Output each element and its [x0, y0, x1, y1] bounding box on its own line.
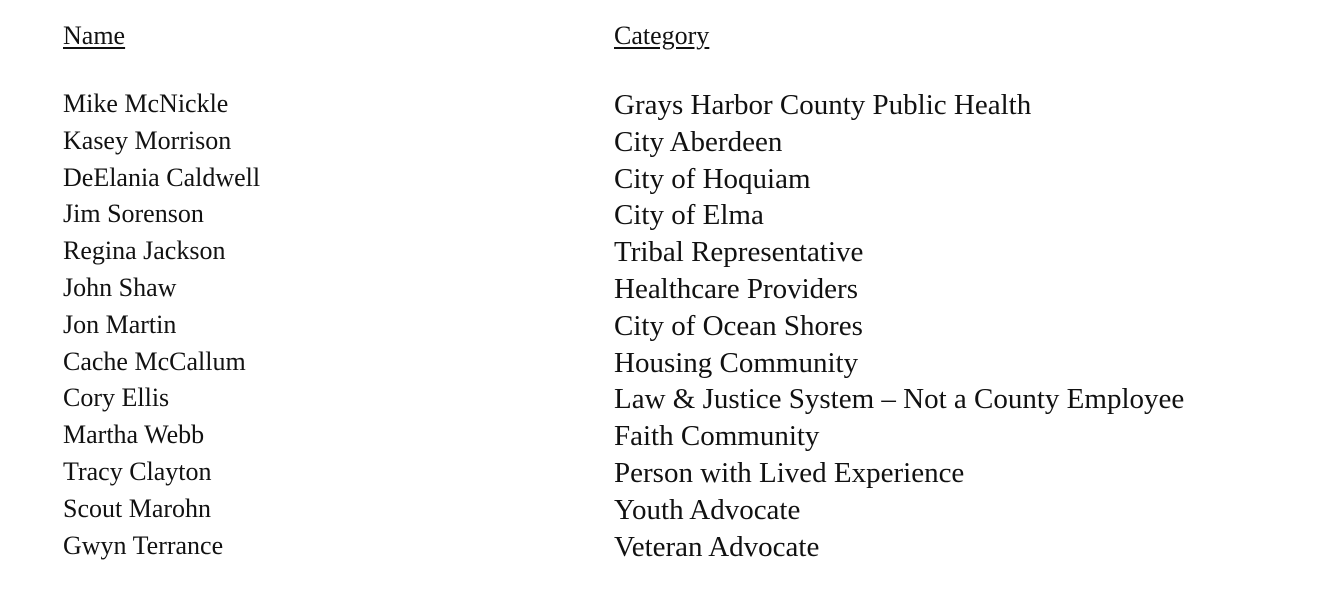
category-item: Person with Lived Experience: [614, 456, 965, 489]
category-item: City of Ocean Shores: [614, 309, 863, 342]
name-item: Jim Sorenson: [63, 199, 204, 229]
name-item: Kasey Morrison: [63, 125, 232, 155]
name-item: Cory Ellis: [63, 383, 170, 413]
category-item: Law & Justice System – Not a County Employee: [614, 383, 1185, 416]
category-list: [614, 88, 1314, 566]
name-item: Gwyn Terrance: [63, 530, 224, 560]
name-item: Cache McCallum: [63, 346, 246, 376]
name-item: Tracy Clayton: [63, 456, 212, 486]
category-item: Grays Harbor County Public Health: [614, 89, 1032, 121]
name-header: Name: [63, 21, 126, 50]
category-item: Youth Advocate: [614, 493, 801, 526]
category-item: Faith Community: [614, 420, 820, 453]
name-column: [63, 20, 583, 566]
name-item: Mike McNickle: [63, 89, 229, 118]
category-column: [614, 20, 1314, 566]
category-item: City of Hoquiam: [614, 162, 811, 195]
category-item: Housing Community: [614, 346, 859, 379]
name-item: John Shaw: [63, 272, 177, 302]
name-item: Jon Martin: [63, 309, 177, 339]
name-item: DeElania Caldwell: [63, 162, 261, 192]
name-item: Scout Marohn: [63, 493, 212, 523]
category-item: Tribal Representative: [614, 236, 864, 269]
name-list: [63, 88, 583, 566]
category-header: Category: [614, 21, 710, 50]
category-item: Veteran Advocate: [614, 530, 820, 563]
name-item: Martha Webb: [63, 420, 205, 450]
category-item: Healthcare Providers: [614, 272, 858, 305]
name-item: Regina Jackson: [63, 236, 226, 266]
category-item: City Aberdeen: [614, 125, 783, 158]
category-item: City of Elma: [614, 199, 764, 232]
